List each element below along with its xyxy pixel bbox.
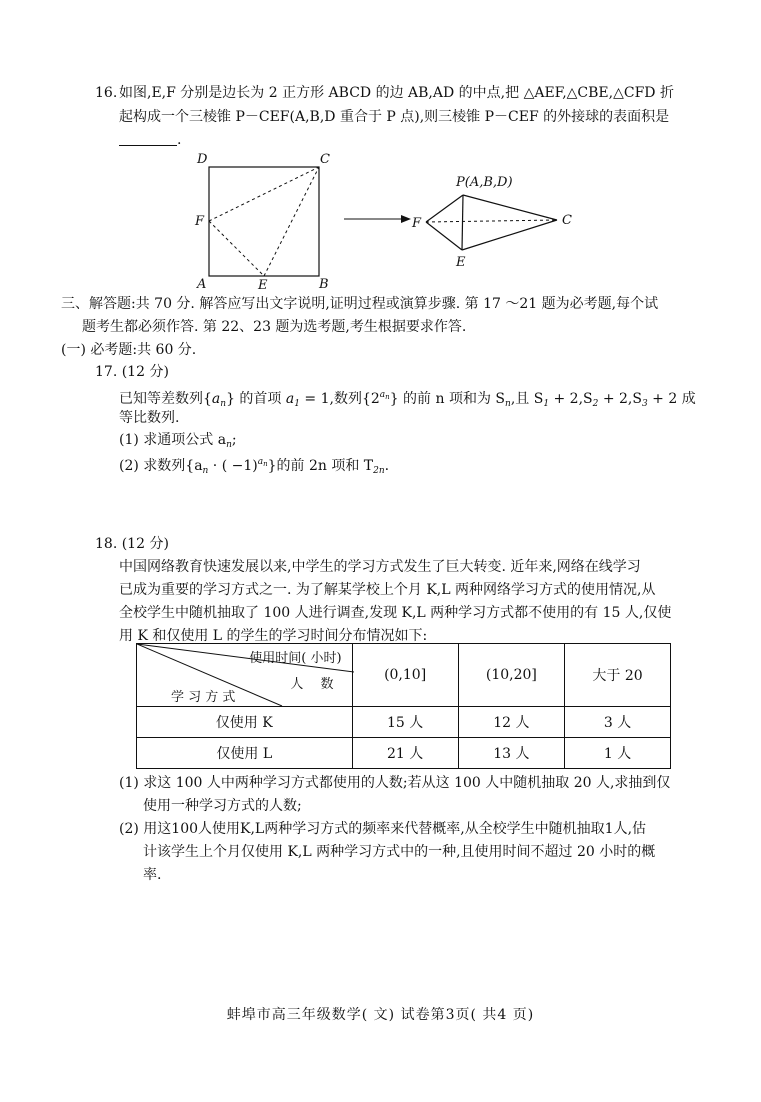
q17-text-3: = 1,数列{2 [299, 391, 380, 407]
period: . [384, 458, 390, 474]
corner-label-method: 学 习 方 式 [171, 690, 236, 705]
square-outline [209, 167, 319, 276]
row-label: 仅使用 K [137, 707, 353, 738]
sup-sub-n2: n [263, 460, 268, 468]
sub-n2: n [505, 399, 511, 409]
q17-part1-text: (1) 求通项公式 a [119, 432, 227, 448]
section3-line1: 三、解答题:共 70 分. 解答应写出文字说明,证明过程或演算步骤. 第 17 ～21 题为必考题,每个试 [61, 296, 659, 312]
label-c2: C [562, 213, 572, 228]
sub-s3: 3 [641, 399, 648, 409]
q18-line4: 用 K 和仅使用 L 的学生的学习时间分布情况如下: [119, 628, 428, 644]
edge-pe [462, 195, 463, 250]
row-label: 仅使用 L [137, 738, 353, 769]
table-cell: 12 人 [458, 707, 564, 738]
q17-text-6: + 2,S [549, 391, 593, 407]
fold-line-ec [264, 167, 319, 276]
column-header: 大于 20 [565, 644, 671, 707]
sub-s1: 1 [543, 399, 550, 409]
table-cell: 3 人 [565, 707, 671, 738]
fold-line-fc [209, 167, 319, 221]
q17-text-2: } 的首项 [226, 391, 286, 407]
sub-2n: 2n [373, 466, 385, 476]
q16-answer-blank [119, 128, 181, 153]
semicolon: ; [231, 432, 237, 448]
fold-arrow-icon [343, 213, 413, 225]
table-cell: 13 人 [458, 738, 564, 769]
label-c: C [320, 152, 330, 167]
sup-a: a [379, 390, 386, 400]
q18-line1: 中国网络教育快速发展以来,中学生的学习方式发生了巨大转变. 近年来,网络在线学习 [119, 559, 641, 575]
edge-ec [462, 220, 557, 250]
q18-header: 18. (12 分) [95, 536, 169, 552]
q16-line1: 如图,E,F 分别是边长为 2 正方形 ABCD 的边 AB,AD 的中点,把 △AEF,△CBE,△CFD 折 [119, 85, 674, 101]
column-header: (0,10] [352, 644, 458, 707]
table-row [137, 738, 671, 769]
section3-part1: (一) 必考题:共 60 分. [61, 342, 197, 358]
label-b: B [319, 277, 329, 290]
table-cell: 1 人 [565, 738, 671, 769]
label-e: E [258, 278, 268, 290]
sub-n: n [220, 399, 227, 409]
q18-line2: 已成为重要的学习方式之一. 为了解某学校上个月 K,L 两种网络学习方式的使用情况,从 [119, 582, 656, 598]
edge-fe [426, 222, 462, 250]
q18-part2-line1: (2) 用这100人使用K,L两种学习方式的频率来代替概率,从全校学生中随机抽取1人,估 [119, 821, 647, 837]
sup-sub-n: n [385, 393, 390, 401]
q17-text-4: } 的前 n 项和为 S [389, 391, 506, 407]
sup-a2: a [257, 457, 264, 467]
table-cell: 15 人 [352, 707, 458, 738]
table-row [137, 707, 671, 738]
table-corner-cell [137, 644, 353, 707]
blank-period: . [177, 132, 182, 148]
column-header: (10,20] [458, 644, 564, 707]
edge-pc [463, 195, 557, 220]
sym-a1: a [285, 391, 295, 407]
label-d: D [197, 152, 208, 167]
q16-line2: 起构成一个三棱锥 P－CEF(A,B,D 重合于 P 点),则三棱锥 P－CEF 的外接球的表面积是 [119, 109, 670, 125]
q17-part2-text-c: }的前 2n 项和 T [267, 458, 374, 474]
fold-line-fe [209, 221, 264, 276]
tetrahedron-figure [408, 170, 578, 270]
page-footer: 蚌埠市高三年级数学( 文) 试卷第3页( 共4 页) [226, 1007, 535, 1023]
sub-n3: n [226, 440, 232, 450]
q17-part2 [119, 450, 389, 484]
q18-line3: 全校学生中随机抽取了 100 人进行调查,发现 K,L 两种学习方式都不使用的有 15 人,仅使 [119, 605, 672, 621]
label-a: A [197, 277, 207, 290]
table-cell: 21 人 [352, 738, 458, 769]
q17-text-8: + 2 成 [647, 391, 696, 407]
q17-text-7: + 2,S [598, 391, 642, 407]
q17-header: 17. (12 分) [95, 364, 169, 380]
q17-line2: 等比数列. [119, 410, 180, 426]
q17-part2-text-b: · ( −1) [208, 458, 258, 474]
sub-n4: n [202, 466, 209, 476]
q17-part2-text-a: (2) 求数列{a [119, 458, 203, 474]
label-e2: E [456, 255, 466, 270]
q17-text-1: 已知等差数列{ [119, 391, 212, 407]
q18-part1-line2: 使用一种学习方式的人数; [143, 798, 302, 814]
label-p: P(A,B,D) [456, 175, 513, 190]
table-header-row [137, 644, 671, 707]
label-f2: F [412, 216, 422, 231]
edge-fc-hidden [426, 220, 557, 222]
q16-number: 16. [95, 85, 118, 101]
section3-line2: 题考生都必须作答. 第 22、23 题为选考题,考生根据要求作答. [82, 319, 467, 335]
q18-part2-line3: 率. [143, 867, 162, 883]
label-f: F [195, 214, 205, 229]
sym-a: a [211, 391, 221, 407]
corner-label-time: 使用时间( 小时) [249, 651, 342, 666]
square-figure [192, 150, 352, 290]
q17-line1 [119, 383, 696, 417]
q18-part2-line2: 计该学生上个月仅使用 K,L 两种学习方式中的一种,且使用时间不超过 20 小时的概 [143, 844, 656, 860]
sub-1: 1 [294, 399, 300, 409]
sub-s2: 2 [592, 399, 599, 409]
study-time-table [136, 643, 671, 769]
corner-label-count: 人 数 [290, 677, 334, 692]
q18-part1-line1: (1) 求这 100 人中两种学习方式都使用的人数;若从这 100 人中随机抽取 20 人,求抽到仅 [119, 775, 671, 791]
edge-fp [426, 195, 463, 222]
q17-text-5: ,且 S [510, 391, 544, 407]
answer-blank [119, 131, 177, 146]
